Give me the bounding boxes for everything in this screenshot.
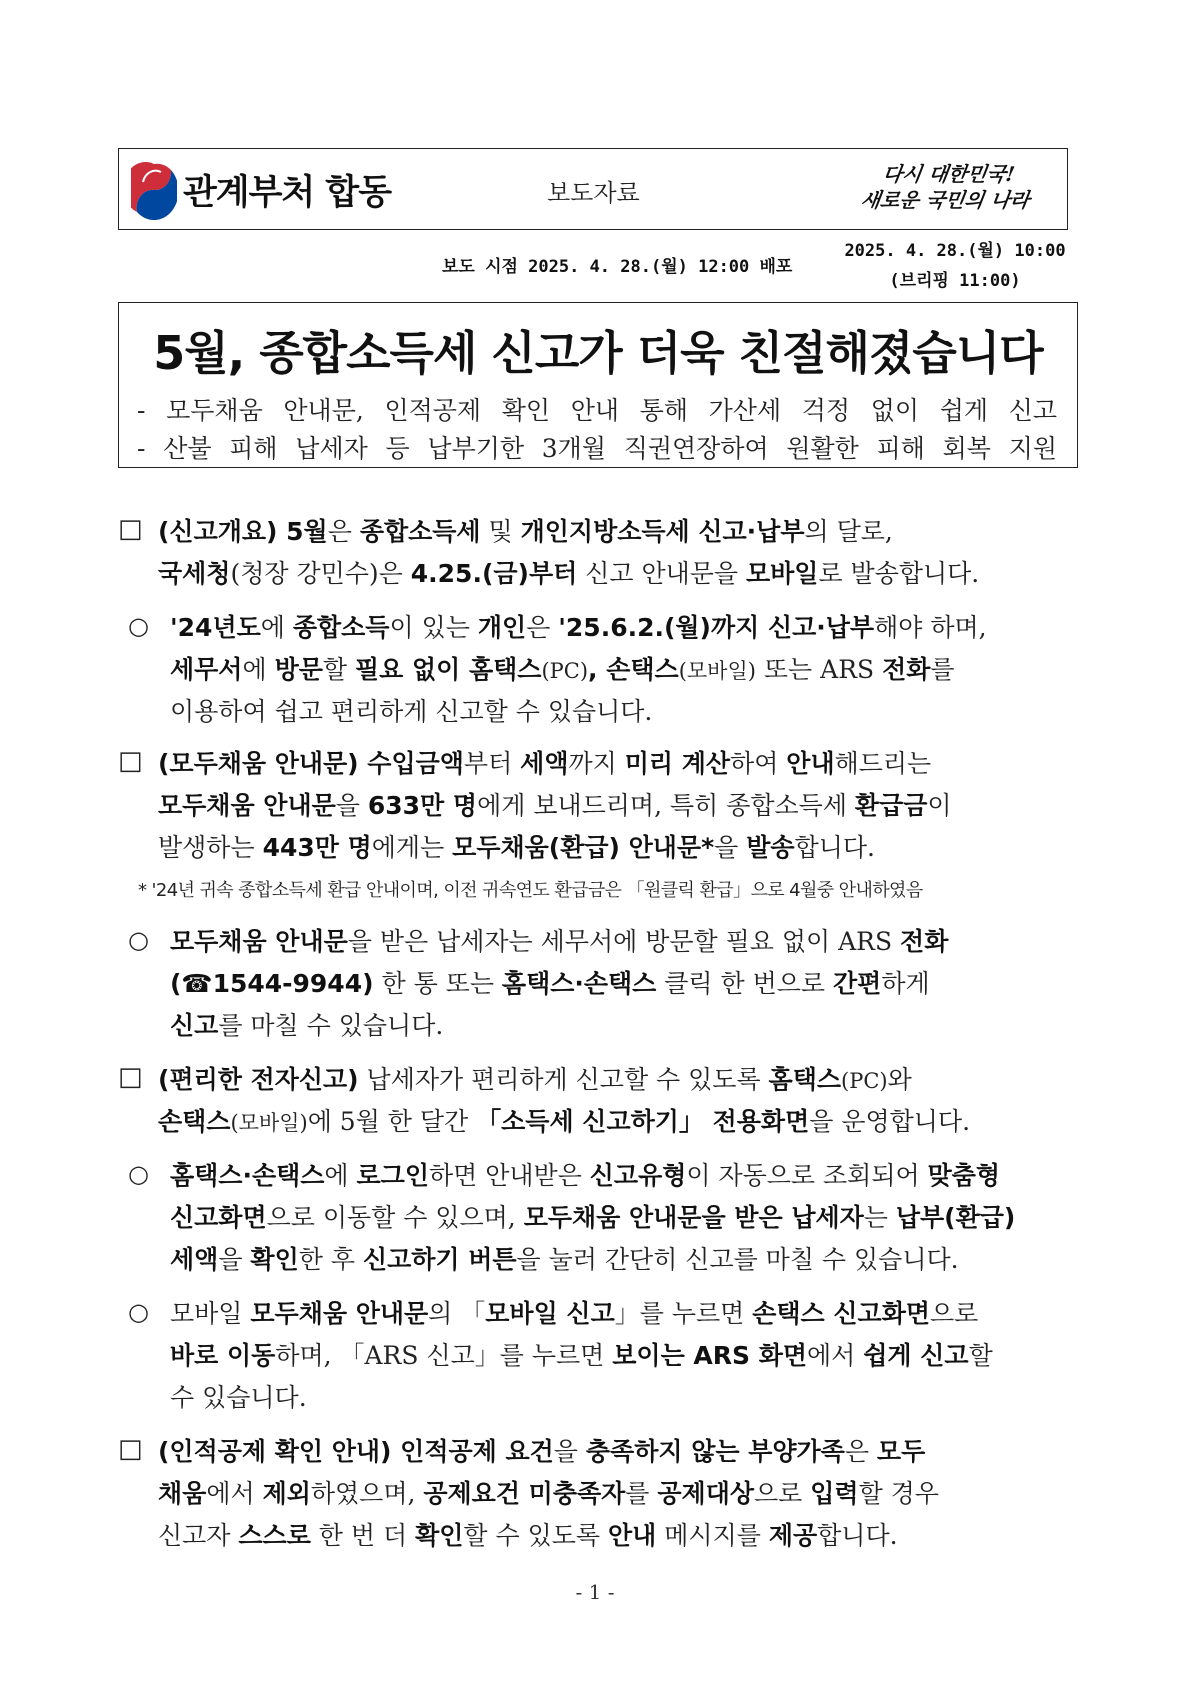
deduction-line-1: (인적공제 확인 안내) 인적공제 요건을 충족하지 않는 부양가족은 모두 <box>158 1437 926 1466</box>
e-filing-line-1: (편리한 전자신고) 납세자가 편리하게 신고할 수 있도록 홈택스(PC)와 <box>158 1065 912 1094</box>
slogan-line-1: 다시 대한민국! <box>881 162 1017 186</box>
document-type: 보도자료 <box>547 179 640 207</box>
slogan-calligraphy <box>837 161 1056 213</box>
square-bullet: □ <box>118 1062 143 1092</box>
circle-bullet: ○ <box>128 1160 149 1188</box>
prefilled-line-3: 발생하는 443만 명에게는 모두채움(환급) 안내문*을 발송합니다. <box>158 833 875 862</box>
overview-sub-line-1: '24년도에 종합소득이 있는 개인은 '25.6.2.(월)까지 신고·납부해야 하며, <box>170 613 987 642</box>
e-filing-sub2-line-3: 수 있습니다. <box>170 1383 307 1412</box>
e-filing-sub1-line-3: 세액을 확인한 후 신고하기 버튼을 눌러 간단히 신고를 마칠 수 있습니다. <box>170 1245 959 1274</box>
square-bullet: □ <box>118 514 143 544</box>
e-filing-sub2-line-2: 바로 이동하며, 「ARS 신고」를 누르면 보이는 ARS 화면에서 쉽게 신고할 <box>170 1341 993 1370</box>
overview-line-2: 국세청(청장 강민수)은 4.25.(금)부터 신고 안내문을 모바일로 발송합니다. <box>158 559 980 588</box>
prefilled-line-2: 모두채움 안내문을 633만 명에게 보내드리며, 특히 종합소득세 환급금이 <box>158 791 952 820</box>
circle-bullet: ○ <box>128 1298 149 1326</box>
prefilled-line-1: (모두채움 안내문) 수입금액부터 세액까지 미리 계산하여 안내해드리는 <box>158 749 932 778</box>
subtitle-1: - 모두채움 안내문, 인적공제 확인 안내 통해 가산세 걱정 없이 쉽게 신고 <box>137 396 1057 425</box>
square-bullet: □ <box>118 1434 143 1464</box>
header-box <box>118 148 1068 230</box>
distribution-time <box>842 236 1068 296</box>
prefilled-sub-line-2: (☎1544-9944) 한 통 또는 홈택스·손택스 클릭 한 번으로 간편하게 <box>170 969 930 998</box>
e-filing-line-2: 손택스(모바일)에 5월 한 달간 「소득세 신고하기」 전용화면을 운영합니다. <box>158 1107 971 1136</box>
overview-sub-line-2: 세무서에 방문할 필요 없이 홈택스(PC), 손택스(모바일) 또는 ARS 전화를 <box>170 655 955 684</box>
e-filing-sub1-line-2: 신고화면으로 이동할 수 있으며, 모두채움 안내문을 받은 납세자는 납부(환급) <box>170 1203 1016 1232</box>
taegeuk-logo-icon <box>131 160 177 220</box>
title-box <box>118 302 1078 468</box>
overview-sub-line-3: 이용하여 쉽고 편리하게 신고할 수 있습니다. <box>170 697 653 726</box>
e-filing-sub1-line-1: 홈택스·손택스에 로그인하면 안내받은 신고유형이 자동으로 조회되어 맞춤형 <box>170 1161 1001 1190</box>
government-logo <box>131 159 391 221</box>
deduction-line-3: 신고자 스스로 한 번 더 확인할 수 있도록 안내 메시지를 제공합니다. <box>158 1521 898 1550</box>
prefilled-sub-line-1: 모두채움 안내문을 받은 납세자는 세무서에 방문할 필요 없이 ARS 전화 <box>170 927 949 956</box>
e-filing-sub2-line-1: 모바일 모두채움 안내문의 「모바일 신고」를 누르면 손택스 신고화면으로 <box>170 1299 979 1328</box>
briefing-time: (브리핑 11:00) <box>889 271 1021 291</box>
slogan-line-2: 새로운 국민의 나라 <box>859 188 1032 212</box>
main-title: 5월, 종합소득세 신고가 더욱 친절해졌습니다 <box>153 326 1043 380</box>
subtitle-2: - 산불 피해 납세자 등 납부기한 3개월 직권연장하여 원활한 피해 회복 지원 <box>137 434 1057 463</box>
circle-bullet: ○ <box>128 926 149 954</box>
circle-bullet: ○ <box>128 612 149 640</box>
release-time: 보도 시점 2025. 4. 28.(월) 12:00 배포 <box>442 257 793 277</box>
deduction-line-2: 채움에서 제외하였으며, 공제요건 미충족자를 공제대상으로 입력할 경우 <box>158 1479 939 1508</box>
footnote: * '24년 귀속 종합소득세 환급 안내이며, 이전 귀속연도 환급금은 「원클릭 환급」으로 4월중 안내하였음 <box>138 880 923 901</box>
prefilled-sub-line-3: 신고를 마칠 수 있습니다. <box>170 1011 444 1040</box>
overview-line-1: (신고개요) 5월은 종합소득세 및 개인지방소득세 신고·납부의 달로, <box>158 517 893 546</box>
distribution-date: 2025. 4. 28.(월) 10:00 <box>844 241 1066 261</box>
page-number: - 1 - <box>575 1580 615 1604</box>
square-bullet: □ <box>118 746 143 776</box>
org-name: 관계부처 합동 <box>183 173 392 213</box>
